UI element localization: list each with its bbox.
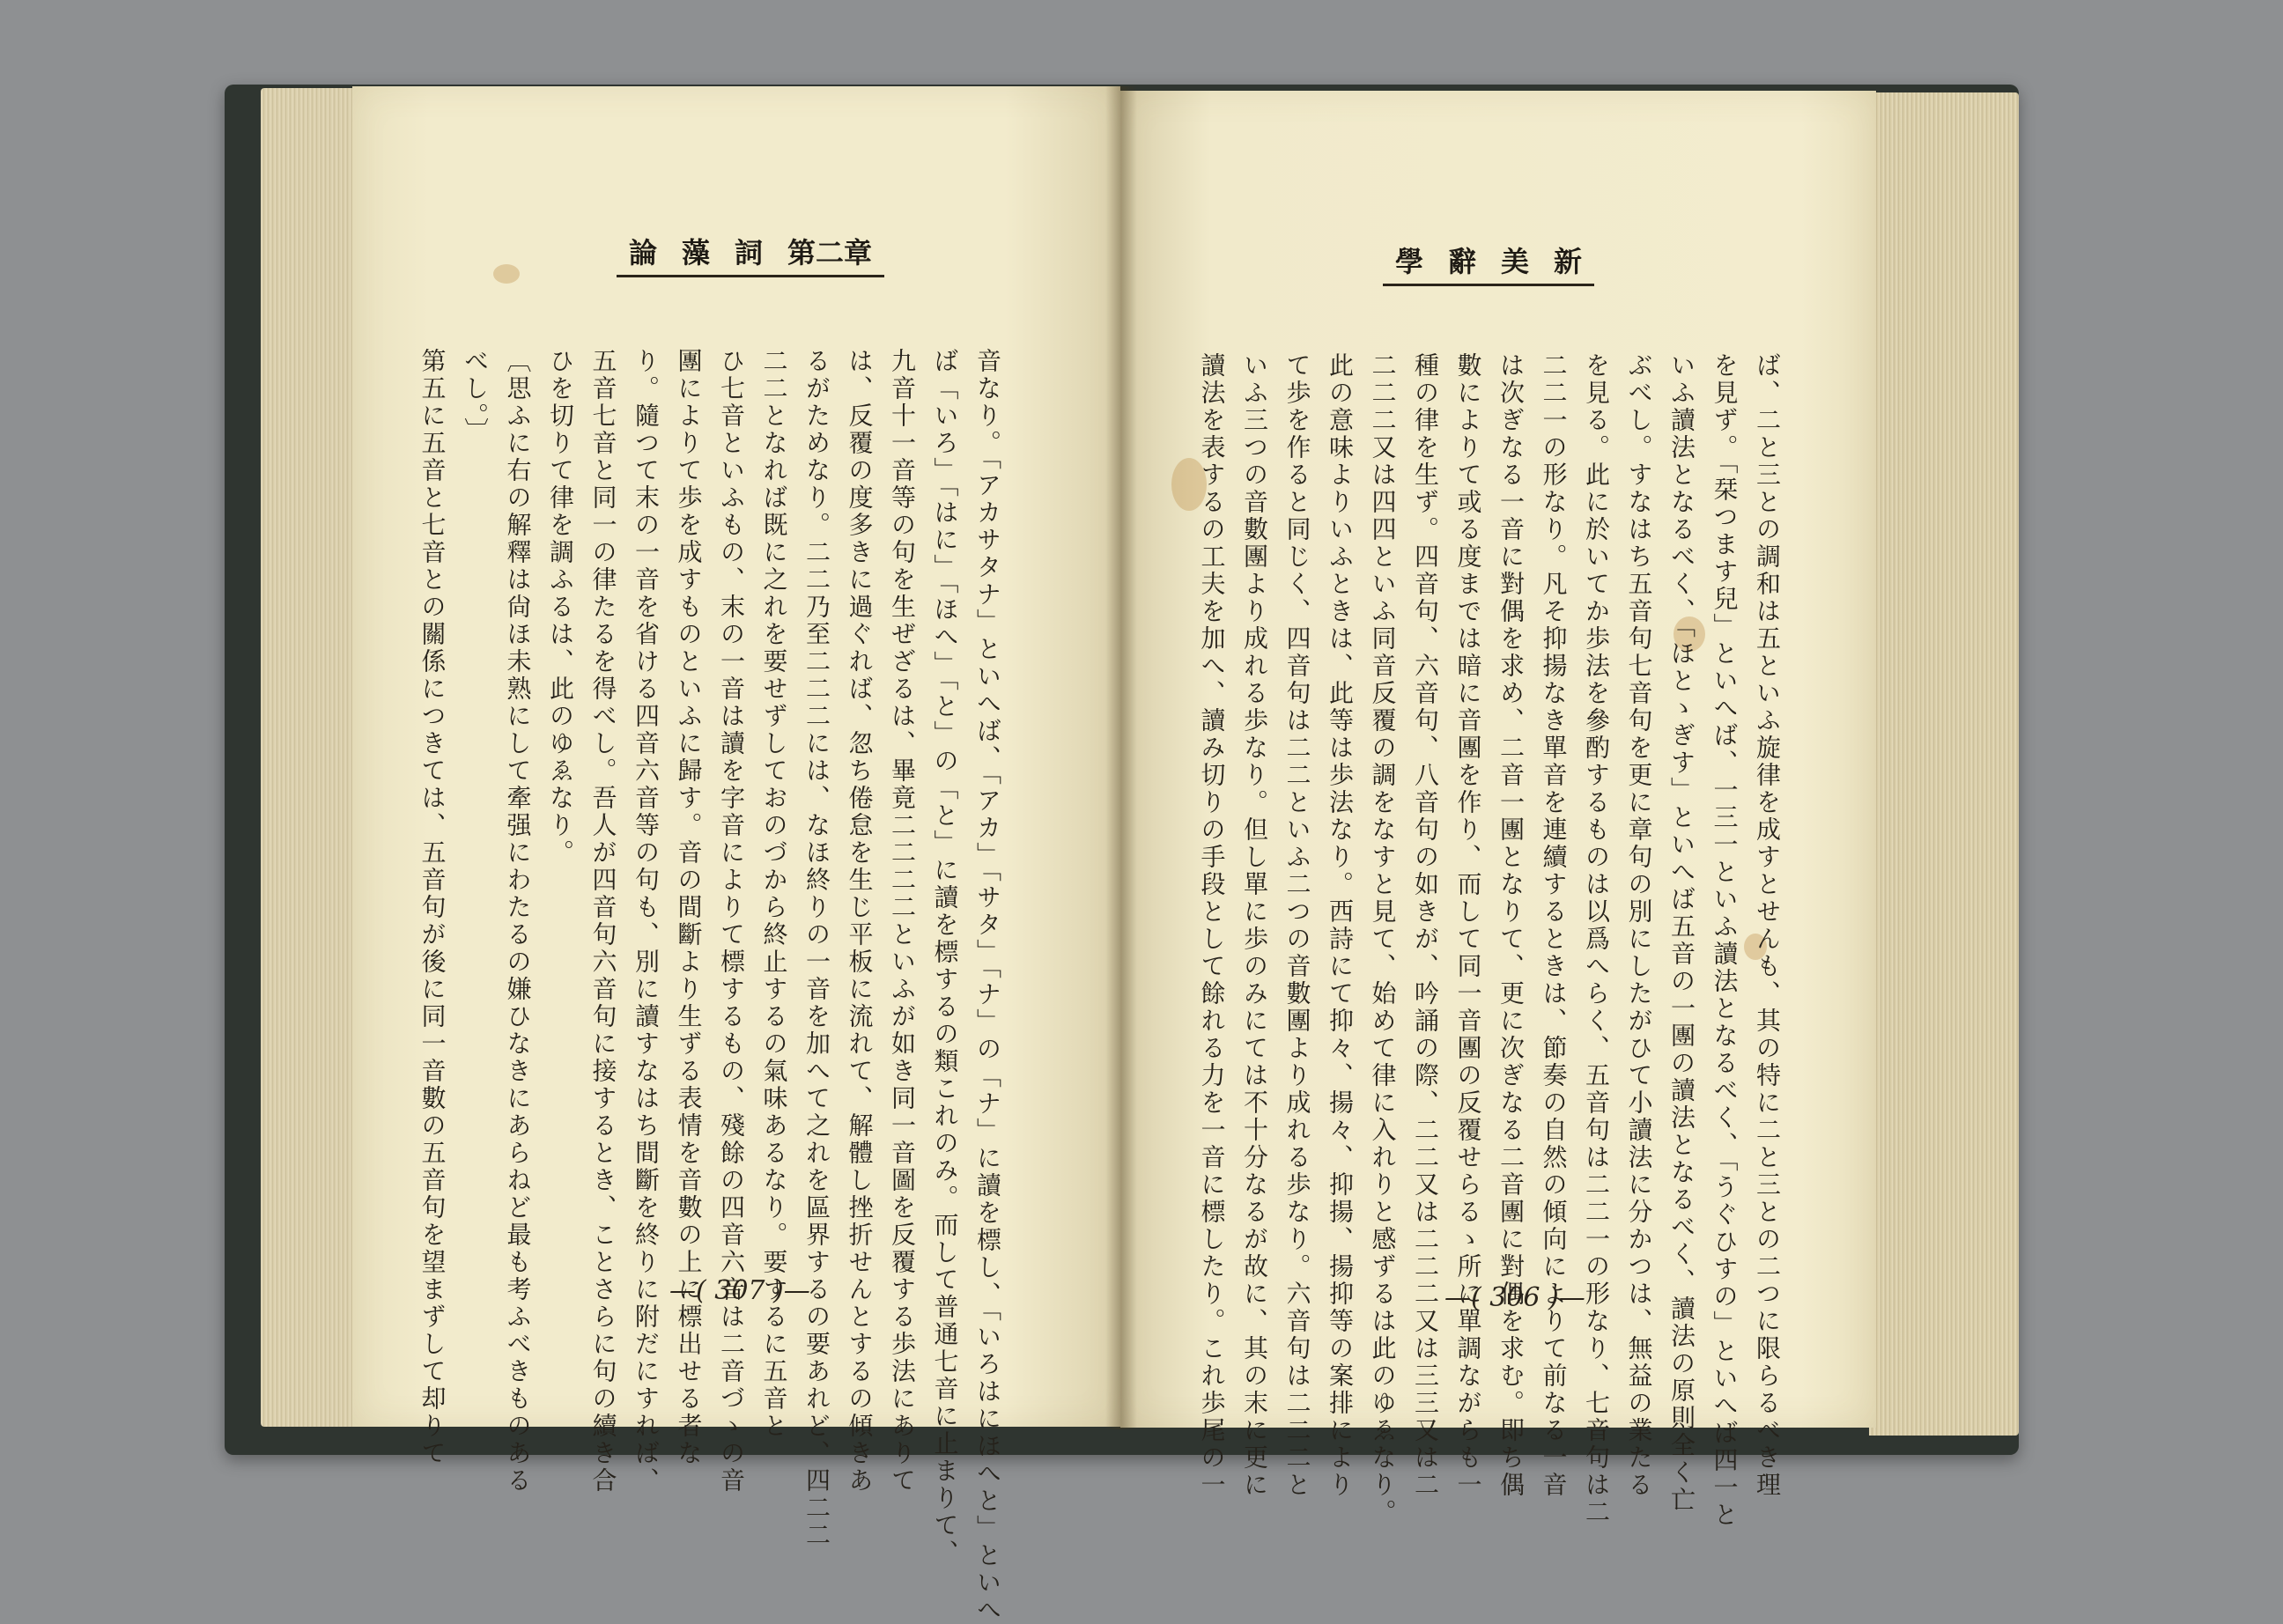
running-head-part: 第二章 bbox=[787, 236, 873, 269]
text-line: 二二一の形なり。凡そ抑揚なき單音を連續するときは、節奏の自然の傾向によりて前なる一音 bbox=[1539, 352, 1569, 1499]
text-line: り。隨つて末の一音を省ける四音六音等の句も、別に讀すなはち間斷を終りに附だにすれば、 bbox=[632, 348, 661, 1495]
text-line: べし。〕 bbox=[461, 348, 490, 445]
text-line: ば「いろ」「はに」「ほへ」「と」の「と」に讀を標するの類これのみ。而して普通七音に止まりて、 bbox=[930, 348, 960, 1567]
page-block-edge-right bbox=[1869, 92, 2019, 1436]
text-line: 二二二又は四四といふ同音反覆の調をなすと見て、始めて律に入れりと感ずるは此のゆゑなり。 bbox=[1368, 352, 1398, 1526]
running-head-right bbox=[1383, 240, 1594, 286]
text-line: 二二となれば既に之れを要せずしておのづから終止するの氣味あるなり。要するに五音と bbox=[759, 348, 789, 1440]
running-head-part: 美 bbox=[1501, 245, 1530, 278]
text-line: 音なり。「アカサタナ」といへば、「アカ」「サタ」「ナ」の「ナ」に讀を標し、「いろはにほへと」といへ bbox=[973, 348, 1002, 1624]
running-head-part: 詞 bbox=[735, 236, 764, 269]
text-line: 〔思ふに右の解釋は尙ほ未熟にして牽强にわたるの嫌ひなきにあらねど最も考ふべきものある bbox=[503, 348, 533, 1495]
text-line: 讀法を表するの工夫を加へ、讀み切りの手段として餘れる力を一音に標したり。これ歩尾の一 bbox=[1197, 352, 1227, 1499]
running-head-left bbox=[617, 231, 884, 277]
text-line: いふ讀法となるべく、「ほとゝぎす」といへば五音の一團の讀法となるべく、讀法の原則全く亡 bbox=[1667, 352, 1696, 1514]
text-line: 第五に五音と七音との關係につきては、五音句が後に同一音數の五音句を望まずして却りて bbox=[417, 348, 447, 1467]
text-line: ば、二と三との調和は五といふ旋律を成すとせんも、其の特に二と三との二つに限らるべき理 bbox=[1753, 352, 1782, 1499]
text-line: 此の意味よりいふときは、此等は歩法なり。西詩にて抑々、揚々、抑揚、揚抑等の案排により bbox=[1326, 352, 1355, 1499]
text-line: ひを切りて律を調ふるは、此のゆゑなり。 bbox=[546, 348, 575, 867]
text-line: は次ぎなる一音に對偶を求め、二音一團となりて、更に次ぎなる二音團に對偶を求む。即ち偶 bbox=[1496, 352, 1526, 1499]
running-head-part: 藻 bbox=[682, 236, 711, 269]
text-line: 九音十一音等の句を生ぜざるは、畢竟二二二二といふが如き同一音圖を反覆する歩法にありて bbox=[888, 348, 917, 1495]
text-line: を見ず。「栞つます兒」といへば、一三一といふ讀法となるべく、「うぐひすの」といへば四一と bbox=[1710, 352, 1740, 1529]
running-head-part: 學 bbox=[1395, 245, 1424, 278]
page-block-edge-left bbox=[261, 88, 365, 1427]
text-line: を見る。此に於いてか歩法を參酌するものは以爲へらく、五音句は二二一の形なり、七音句は二 bbox=[1582, 352, 1611, 1526]
text-line: は、反覆の度多きに過ぐれば、忽ち倦怠を生じ平板に流れて、解體し挫折せんとするの傾きあ bbox=[845, 348, 875, 1495]
text-line: て歩を作ると同じく、四音句は二二といふ二つの音數團より成れる歩なり。六音句は二二二と bbox=[1282, 352, 1312, 1499]
page-number-left: —( 307 )— bbox=[669, 1275, 810, 1306]
running-head-part: 新 bbox=[1554, 245, 1583, 278]
running-head-part: 辭 bbox=[1448, 245, 1477, 278]
text-line: 五音七音と同一の律たるを得べし。吾人が四音句六音句に接するとき、ことさらに句の續き合 bbox=[588, 348, 618, 1495]
running-head-part: 論 bbox=[629, 236, 658, 269]
text-line: 團によりて歩を成すものといふに歸す。音の間斷より生ずる表情を音數の上に標出せる者な bbox=[674, 348, 704, 1467]
text-line: ひ七音といふもの、末の一音は讀を字音によりて標するもの、殘餘の四音六音は二音づゝの音 bbox=[717, 348, 746, 1495]
paper-stain bbox=[493, 264, 520, 284]
book-gutter bbox=[1105, 86, 1137, 1429]
text-line: るがためなり。二二乃至二二二には、なほ終りの一音を加へて之れを區界するの要あれど、四二二 bbox=[802, 348, 831, 1549]
text-line: いふ三つの音數團より成れる歩なり。但し單に歩のみにては不十分なるが故に、其の末に更に bbox=[1240, 352, 1269, 1499]
text-line: 數によりて或る度までは暗に音團を作り、而して同一音團の反覆せらるゝ所に單調ながらも一 bbox=[1453, 352, 1483, 1499]
text-line: 種の律を生ず。四音句、六音句、八音句の如きが、吟誦の際、二二又は二二二又は三三又は二 bbox=[1411, 352, 1440, 1499]
text-line: ぶべし。すなはち五音句七音句を更に章句の別にしたがひて小讀法に分かつは、無益の業たる bbox=[1624, 352, 1654, 1499]
page-number-right: —( 306 )— bbox=[1444, 1282, 1585, 1313]
